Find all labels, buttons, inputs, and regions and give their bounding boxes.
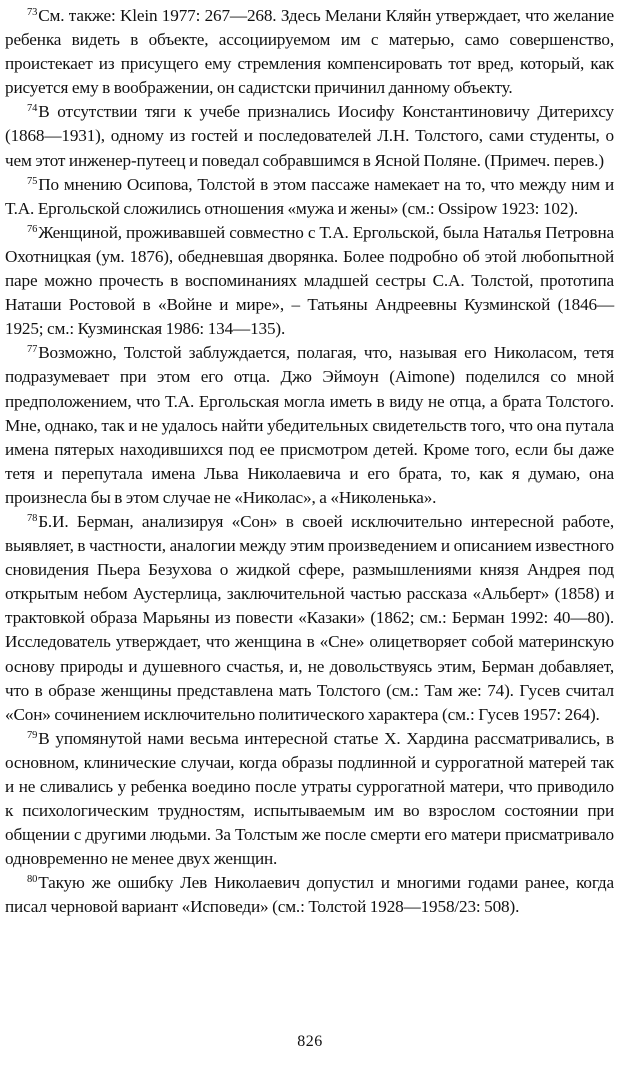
footnote-number: 77 <box>27 344 38 356</box>
footnote-79 <box>5 727 614 872</box>
footnote-77 <box>5 341 614 510</box>
footnote-74 <box>5 100 614 172</box>
footnote-text: В упомянутой нами весьма интересной статье Х. Хардина рассматривались, в основном, клинические случаи, когда образы подлинной и суррогатной матерей так и не сливались у ребенка воедино после утраты суррогатной матери, что приводило к психологическим трудностям, испытываемым им во взрослом состоянии при общении с другими людьми. За Толстым же после смерти его матери присматривало одновременно не менее двух женщин. <box>5 728 614 869</box>
footnote-number: 80 <box>27 874 38 886</box>
page-number: 826 <box>297 1033 323 1050</box>
footnote-number: 78 <box>27 512 38 524</box>
footnote-number: 74 <box>27 103 38 115</box>
footnote-number: 79 <box>27 729 38 741</box>
footnote-text: Возможно, Толстой заблуждается, полагая, что, называя его Николасом, тетя подразумевает при этом его отца. Джо Эймоун (Aimone) поделился со мной предположением, что Т.А. Ергольская могла иметь в виду не отца, а брата Толстого. Мне, однако, так и не удалось найти убедительных свидетельств того, что она путала имена пятерых находившихся под ее присмотром детей. Кроме того, если бы даже тетя и перепутала имена Льва Николаевича и его брата, то, как я думаю, она произнесла бы в этом случае не «Николас», а «Николенька». <box>5 343 614 507</box>
footnote-number: 76 <box>27 223 38 235</box>
footnote-text: Б.И. Берман, анализируя «Сон» в своей исключительно интересной работе, выявляет, в частности, аналогии между этим произведением и описанием известного сновидения Пьера Безухова о жидкой сфере, размышлениями князя Андрея под открытым небом Аустерлица, заключительной частью рассказа «Альберт» (1858) и трактовкой образа Марьяны из повести «Казаки» (1862; см.: Берман 1992: 40—80). Исследователь утверждает, что женщина в «Сне» олицетворяет собой материнскую основу природы и душевного счастья, и, не довольствуясь этим, Берман добавляет, что в образе женщины представлена мать Толстого (см.: Там же: 74). Гусев считал «Сон» сочинением исключительно политического характера (см.: Гусев 1957: 264). <box>5 511 614 724</box>
footnotes-section <box>5 4 614 920</box>
footnote-78 <box>5 510 614 727</box>
footnote-80 <box>5 871 614 919</box>
footnote-text: По мнению Осипова, Толстой в этом пассаже намекает на то, что между ним и Т.А. Ергольской сложились отношения «мужа и жены» (см.: Ossipow 1923: 102). <box>5 174 614 218</box>
footnote-75 <box>5 173 614 221</box>
footnote-73 <box>5 4 614 100</box>
footnote-text: В отсутствии тяги к учебе признались Иосифу Константиновичу Дитерихсу (1868—1931), одному из гостей и последователей Л.Н. Толстого, сами студенты, о чем этот инженер-путеец и поведал собравшимся в Ясной Поляне. (Примеч. перев.) <box>5 102 614 170</box>
footnote-number: 75 <box>27 175 38 187</box>
footnote-76 <box>5 221 614 341</box>
footnote-number: 73 <box>27 7 38 18</box>
footnote-text: Женщиной, проживавшей совместно с Т.А. Ергольской, была Наталья Петровна Охотницкая (ум. 1876), обедневшая дворянка. Более подробно об этой любопытной паре можно прочесть в воспоминаниях младшей сестры С.А. Толстой, прототипа Наташи Ростовой в «Войне и мире», – Татьяны Андреевны Кузминской (1846—1925; см.: Кузминская 1986: 134—135). <box>5 222 614 339</box>
footnote-text: Такую же ошибку Лев Николаевич допустил и многими годами ранее, когда писал черновой вариант «Исповеди» (см.: Толстой 1928—1958/23: 508). <box>5 873 614 917</box>
footnote-text: См. также: Klein 1977: 267—268. Здесь Мелани Кляйн утверждает, что желание ребенка видеть в объекте, ассоциируемом им с матерью, само совершенство, проистекает из присущего ему стремления компенсировать тот вред, который, как рисуется ему в воображении, он садистски причинил данному объекту. <box>5 6 614 98</box>
